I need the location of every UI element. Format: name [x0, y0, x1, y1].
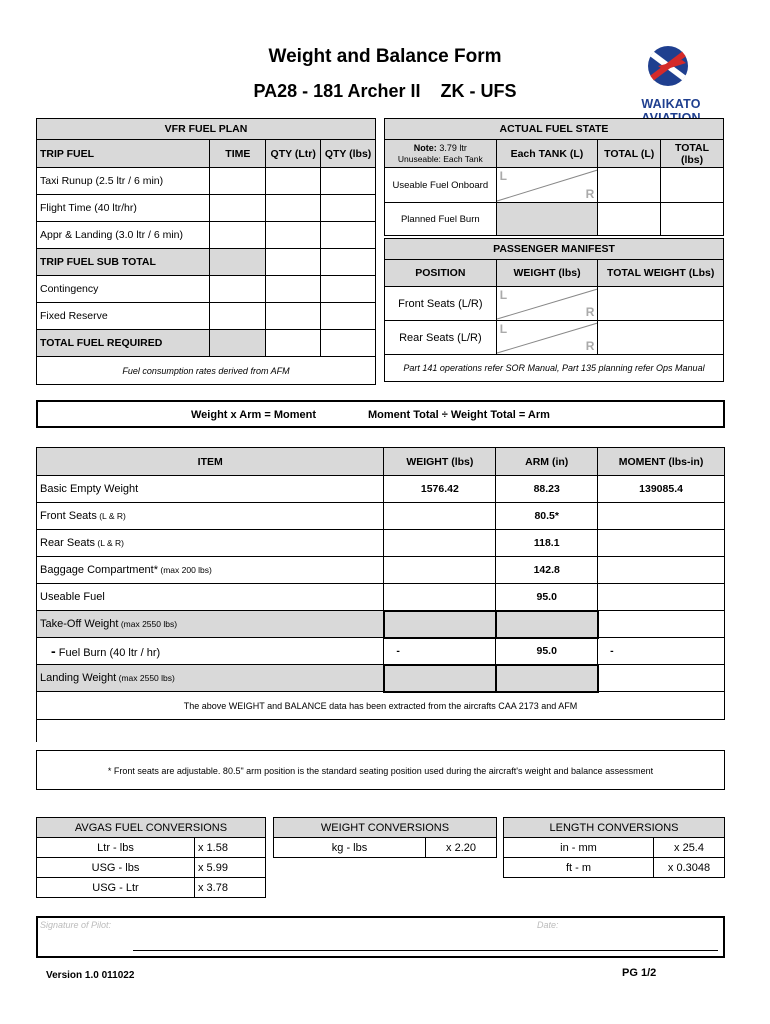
front-seats-weight-cell[interactable]	[496, 287, 598, 321]
note-sub: Unuseable: Each Tank	[397, 153, 483, 164]
left-tank-mark: L	[499, 169, 507, 183]
signature-label: Signature of Pilot:	[40, 920, 112, 930]
signature-line[interactable]	[133, 950, 573, 951]
wb-moment-cell[interactable]	[598, 503, 725, 530]
weight-conversions-table	[273, 817, 497, 858]
row-rear-seats: Rear Seats (L/R)	[385, 321, 497, 355]
arm-formula: Moment Total ÷ Weight Total = Arm	[368, 409, 550, 421]
contingency-time-cell[interactable]	[210, 276, 266, 303]
subtotal-ltr-cell[interactable]	[266, 249, 321, 276]
company-logo	[612, 44, 730, 116]
total-ltr-cell[interactable]	[266, 330, 321, 357]
unuseable-note	[385, 140, 497, 168]
col-weight: WEIGHT (lbs)	[496, 260, 598, 287]
row-trip-fuel-subtotal: TRIP FUEL SUB TOTAL	[37, 249, 210, 276]
formula-box	[36, 400, 725, 428]
rear-left-mark: L	[499, 322, 508, 336]
note-value: 3.79 ltr	[439, 142, 467, 153]
row-contingency: Contingency	[37, 276, 210, 303]
vfr-fuel-plan-table	[36, 118, 376, 385]
front-right-mark: R	[585, 305, 595, 319]
row-total-fuel-required: TOTAL FUEL REQUIRED	[37, 330, 210, 357]
front-left-mark: L	[499, 288, 508, 302]
col-moment: MOMENT (lbs-in)	[598, 448, 725, 476]
vfr-fuel-plan-title: VFR FUEL PLAN	[37, 119, 376, 140]
conv-label: ft - m	[504, 858, 654, 878]
useable-total-lbs-cell[interactable]	[661, 168, 724, 203]
row-taxi-runup: Taxi Runup (2.5 ltr / 6 min)	[37, 168, 210, 195]
weight-balance-table	[36, 447, 725, 720]
aircraft-registration: ZK - UFS	[440, 81, 517, 101]
wb-moment-cell[interactable]	[598, 584, 725, 611]
taxi-lbs-cell[interactable]	[321, 168, 376, 195]
wb-row-item: Useable Fuel	[37, 584, 384, 611]
planned-total-lbs-cell[interactable]	[661, 203, 724, 236]
col-total-l: TOTAL (L)	[598, 140, 661, 168]
row-approach-landing: Appr & Landing (3.0 ltr / 6 min)	[37, 222, 210, 249]
wb-row-fuel-burn: - Fuel Burn (40 ltr / hr)	[37, 638, 384, 665]
reserve-time-cell[interactable]	[210, 303, 266, 330]
row-planned-fuel-burn: Planned Fuel Burn	[385, 203, 497, 236]
logo-emblem	[612, 44, 730, 92]
manifest-note: Part 141 operations refer SOR Manual, Part 135 planning refer Ops Manual	[385, 355, 724, 382]
col-each-tank: Each TANK (L)	[496, 140, 598, 168]
actual-fuel-state-title: ACTUAL FUEL STATE	[385, 119, 724, 140]
useable-total-l-cell[interactable]	[598, 168, 661, 203]
conv-label: kg - lbs	[274, 838, 426, 858]
note-label: Note:	[413, 142, 437, 153]
conv-label: USG - lbs	[37, 858, 195, 878]
subtotal-time-cell[interactable]	[210, 249, 266, 276]
front-seats-total-cell[interactable]	[598, 287, 724, 321]
right-tank-mark: R	[585, 187, 595, 201]
subtotal-lbs-cell[interactable]	[321, 249, 376, 276]
row-front-seats: Front Seats (L/R)	[385, 287, 497, 321]
wb-moment-cell[interactable]: 139085.4	[598, 476, 725, 503]
row-useable-fuel: Useable Fuel Onboard	[385, 168, 497, 203]
wb-arm-cell: 142.8	[496, 557, 598, 584]
length-conv-title: LENGTH CONVERSIONS	[504, 818, 725, 838]
wb-source-note: The above WEIGHT and BALANCE data has been extracted from the aircrafts CAA 2173 and AFM	[37, 692, 725, 720]
wb-weight-cell[interactable]	[384, 557, 496, 584]
rear-seats-weight-cell[interactable]	[496, 321, 598, 355]
conv-label: USG - Ltr	[37, 878, 195, 898]
col-total-weight: TOTAL WEIGHT (Lbs)	[598, 260, 724, 287]
rear-seats-total-cell[interactable]	[598, 321, 724, 355]
date-line[interactable]	[568, 950, 718, 951]
conv-label: Ltr - lbs	[37, 838, 195, 858]
wb-arm-cell: 118.1	[496, 530, 598, 557]
appr-lbs-cell[interactable]	[321, 222, 376, 249]
wb-moment-cell[interactable]	[598, 530, 725, 557]
wb-arm-cell: 88.23	[496, 476, 598, 503]
contingency-lbs-cell[interactable]	[321, 276, 376, 303]
page-number: PG 1/2	[622, 967, 657, 979]
conv-factor: x 3.78	[195, 878, 266, 898]
conv-factor: x 25.4	[654, 838, 725, 858]
landing-arm-cell[interactable]	[496, 665, 598, 692]
col-item: ITEM	[37, 448, 384, 476]
planned-total-l-cell[interactable]	[598, 203, 661, 236]
conv-label: in - mm	[504, 838, 654, 858]
date-label: Date:	[537, 920, 559, 930]
wb-weight-cell[interactable]: 1576.42	[384, 476, 496, 503]
wb-row-item: Front Seats (L & R)	[37, 503, 384, 530]
col-total-lbs: TOTAL (lbs)	[661, 140, 724, 168]
col-qty-lbs: QTY (lbs)	[321, 140, 376, 168]
conv-factor: x 2.20	[426, 838, 497, 858]
taxi-ltr-cell[interactable]	[266, 168, 321, 195]
each-tank-split-cell[interactable]	[496, 168, 598, 203]
planned-burn-tank-cell	[496, 203, 598, 236]
wb-row-item: Basic Empty Weight	[37, 476, 384, 503]
wb-weight-cell[interactable]	[384, 503, 496, 530]
reserve-lbs-cell[interactable]	[321, 303, 376, 330]
passenger-manifest-table	[384, 238, 724, 382]
col-arm: ARM (in)	[496, 448, 598, 476]
takeoff-arm-cell[interactable]	[496, 611, 598, 638]
logo-text: WAIKATO	[641, 97, 701, 111]
seat-note-box	[36, 750, 725, 790]
conv-factor: x 5.99	[195, 858, 266, 878]
total-lbs-cell[interactable]	[321, 330, 376, 357]
appr-ltr-cell[interactable]	[266, 222, 321, 249]
diagonal-divider-icon	[497, 287, 598, 321]
row-fixed-reserve: Fixed Reserve	[37, 303, 210, 330]
col-time: TIME	[210, 140, 266, 168]
col-wb-weight: WEIGHT (lbs)	[384, 448, 496, 476]
form-title: Weight and Balance Form	[268, 46, 502, 67]
wb-weight-cell[interactable]	[384, 530, 496, 557]
col-trip-fuel: TRIP FUEL	[37, 140, 210, 168]
avgas-title: AVGAS FUEL CONVERSIONS	[37, 818, 266, 838]
diagonal-divider-icon	[497, 168, 598, 203]
weight-conv-title: WEIGHT CONVERSIONS	[274, 818, 497, 838]
landing-weight-cell[interactable]	[384, 665, 496, 692]
wb-row-item: Rear Seats (L & R)	[37, 530, 384, 557]
aircraft-type: PA28 - 181 Archer II	[253, 81, 421, 101]
total-time-cell[interactable]	[210, 330, 266, 357]
diagonal-divider-icon	[497, 321, 598, 355]
flight-time-cell[interactable]	[210, 195, 266, 222]
row-flight-time: Flight Time (40 ltr/hr)	[37, 195, 210, 222]
fuel-burn-moment-cell[interactable]: -	[598, 638, 725, 665]
taxi-time-cell[interactable]	[210, 168, 266, 195]
col-qty-ltr: QTY (Ltr)	[266, 140, 321, 168]
signature-box	[36, 916, 725, 958]
flight-lbs-cell[interactable]	[321, 195, 376, 222]
seat-note: * Front seats are adjustable. 80.5" arm position is the standard seating position used during the aircraft's weight and balance assessment	[107, 766, 654, 776]
fuel-burn-weight-cell[interactable]: -	[384, 638, 496, 665]
takeoff-moment-cell[interactable]	[598, 611, 725, 638]
takeoff-weight-cell[interactable]	[384, 611, 496, 638]
version-label: Version 1.0 011022	[46, 970, 135, 981]
wb-moment-cell[interactable]	[598, 557, 725, 584]
landing-moment-cell[interactable]	[598, 665, 725, 692]
wb-row-item: Baggage Compartment* (max 200 lbs)	[37, 557, 384, 584]
avgas-conversions-table	[36, 817, 266, 898]
col-position: POSITION	[385, 260, 497, 287]
rear-right-mark: R	[585, 339, 595, 353]
wb-table-gap	[36, 717, 37, 742]
conv-factor: x 1.58	[195, 838, 266, 858]
moment-formula: Weight x Arm = Moment	[191, 409, 316, 421]
wb-row-takeoff: Take-Off Weight (max 2550 lbs)	[37, 611, 384, 638]
wb-arm-cell: 80.5*	[496, 503, 598, 530]
wb-arm-cell: 95.0	[496, 584, 598, 611]
wb-weight-cell[interactable]	[384, 584, 496, 611]
length-conversions-table	[503, 817, 725, 878]
appr-time-cell[interactable]	[210, 222, 266, 249]
contingency-ltr-cell[interactable]	[266, 276, 321, 303]
conv-factor: x 0.3048	[654, 858, 725, 878]
fuel-consumption-note: Fuel consumption rates derived from AFM	[37, 357, 376, 385]
passenger-manifest-title: PASSENGER MANIFEST	[385, 239, 724, 260]
actual-fuel-state-table	[384, 118, 724, 236]
reserve-ltr-cell[interactable]	[266, 303, 321, 330]
wb-row-landing: Landing Weight (max 2550 lbs)	[37, 665, 384, 692]
fuel-burn-arm-cell: 95.0	[496, 638, 598, 665]
flight-ltr-cell[interactable]	[266, 195, 321, 222]
